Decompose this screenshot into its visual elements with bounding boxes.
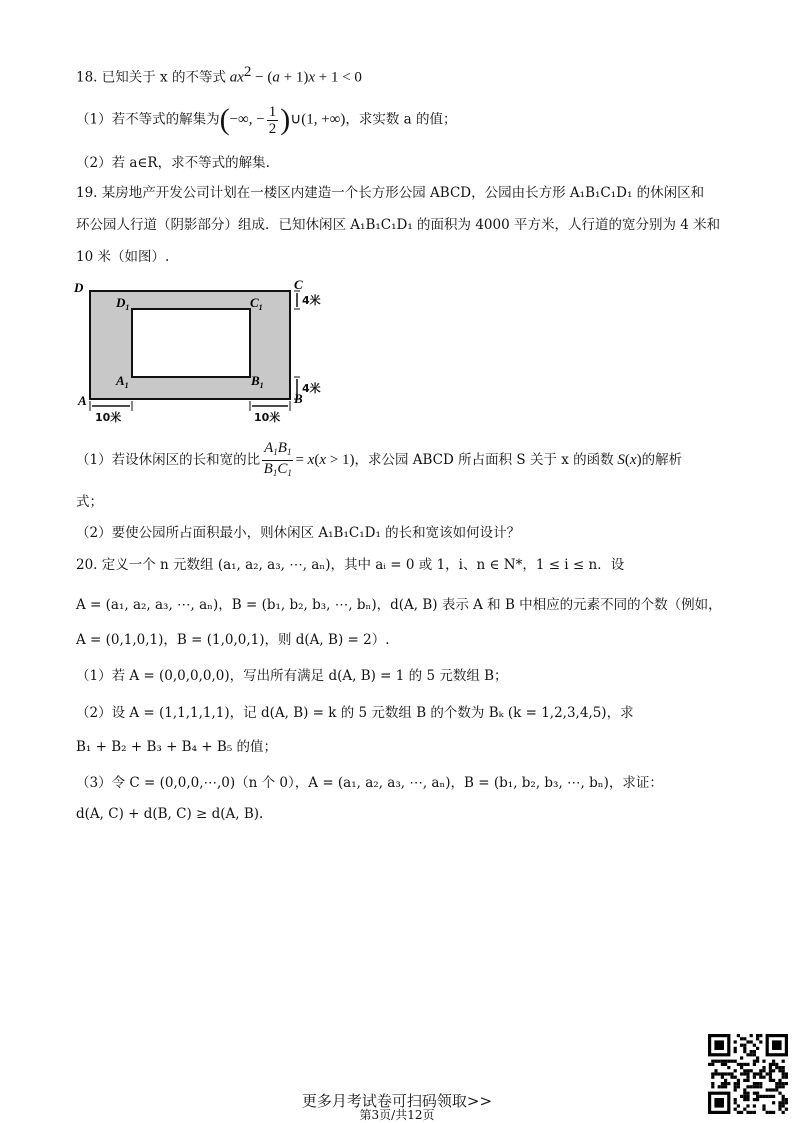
q19-part1-cont: 式；	[76, 494, 103, 510]
label-D1: $D_1$	[116, 295, 130, 312]
q18-part2: （2）若 a∈R，求不等式的解集.	[76, 155, 270, 171]
q20-line1: 20. 定义一个 n 元数组 (a₁, a₂, a₃, ⋯, aₙ)，其中 aᵢ = 0 或 1，i、n ∈ N*，1 ≤ i ≤ n．设	[76, 557, 625, 573]
q18-head: 18. 已知关于 x 的不等式 $ax^2 - (a + 1)x + 1 < 0$	[76, 64, 362, 86]
footer-promo[interactable]: 更多月考试卷可扫码领取>>	[301, 1092, 493, 1110]
page-number: 第3页/共12页	[359, 1108, 435, 1122]
label-D: D	[74, 280, 84, 295]
q20-part2: （2）设 A = (1,1,1,1,1)，记 d(A, B) = k 的 5 元数组 B 的个数为 Bₖ (k = 1,2,3,4,5)，求	[76, 705, 634, 721]
q20-part1: （1）若 A = (0,0,0,0,0)，写出所有满足 d(A, B) = 1 的 5 元数组 B；	[76, 668, 508, 684]
dim-bottom: 4米	[302, 382, 321, 395]
q20-line2: A = (a₁, a₂, a₃, ⋯, aₙ)，B = (b₁, b₂, b₃, ⋯, bₙ)，d(A, B) 表示 A 和 B 中相应的元素不同的个数（例如，	[76, 597, 722, 613]
q19-line1: 19. 某房地产开发公司计划在一楼区内建造一个长方形公园 ABCD，公园由长方形 A₁B₁C₁D₁ 的休闲区和	[76, 185, 705, 201]
label-B: B	[294, 391, 303, 406]
q20-part2-cont: B₁ + B₂ + B₃ + B₄ + B₅ 的值；	[76, 739, 278, 755]
q19-line3: 10 米（如图）.	[76, 249, 170, 265]
label-C1: $C_1$	[250, 295, 263, 312]
q19-line2: 环公园人行道（阴影部分）组成．已知休闲区 A₁B₁C₁D₁ 的面积为 4000 平方米，人行道的宽分别为 4 米和	[76, 217, 721, 233]
q19-part2: （2）要使公园所占面积最小，则休闲区 A₁B₁C₁D₁ 的长和宽该如何设计？	[76, 525, 521, 541]
park-figure	[72, 280, 332, 425]
q20-line3: A = (0,1,0,1)，B = (1,0,0,1)，则 d(A, B) = 2）.	[76, 632, 390, 648]
label-A: A	[78, 393, 87, 408]
label-C: C	[294, 280, 303, 292]
q18-part1: （1）若不等式的解集为(−∞, − $\frac{1}{2}$ )∪(1, +∞)，求实数 a 的值；	[76, 103, 457, 137]
label-B1: $B_1$	[251, 373, 264, 390]
rest-area-rect	[132, 309, 250, 377]
q19-part1: （1）若设休闲区的长和宽的比 $\frac{A_1B_1}{B_1C_1}$ = x(x > 1)，求公园 ABCD 所占面积 S 关于 x 的函数 S(x)的解析	[76, 440, 683, 478]
q20-part3-cont: d(A, C) + d(B, C) ≥ d(A, B).	[76, 806, 264, 822]
dim-top: 4米	[302, 294, 321, 307]
label-A1: $A_1$	[116, 373, 129, 390]
dim-right: 10米	[254, 411, 281, 424]
q20-part3: （3）令 C = (0,0,0,⋯,0)（n 个 0），A = (a₁, a₂, a₃, ⋯, aₙ)，B = (b₁, b₂, b₃, ⋯, bₙ)，求证：	[76, 775, 663, 791]
dim-left: 10米	[95, 411, 122, 424]
